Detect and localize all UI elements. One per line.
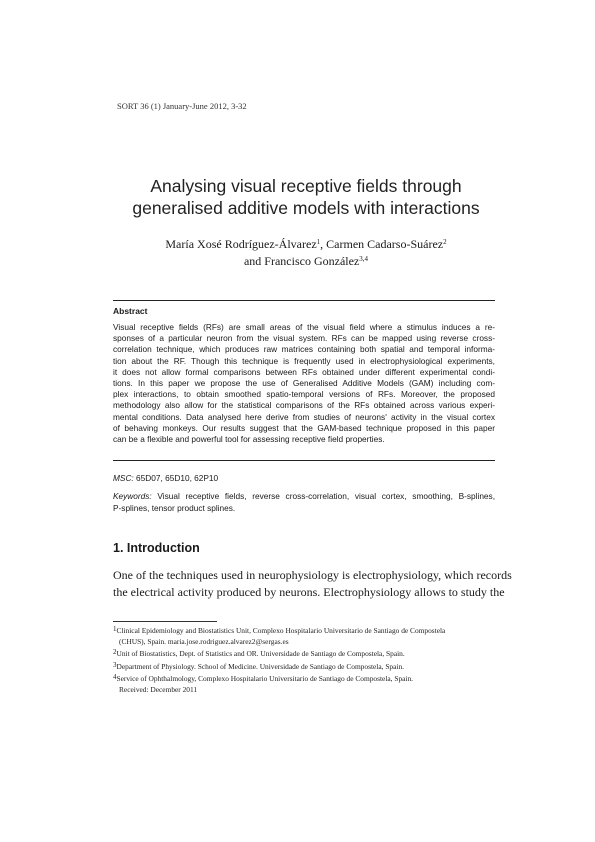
abstract-line: correlation technique, which produces raw matrices containing both spatial and temporal informa- — [113, 344, 495, 355]
abstract-line: Visual receptive fields (RFs) are small areas of the visual field where a stimulus induces a re- — [113, 322, 495, 332]
abstract-line: tions. In this paper we propose the use of Generalised Additive Models (GAM) including com- — [113, 378, 495, 389]
abstract-line: it does not allow formal comparisons between RFs obtained under different experimental condi- — [113, 366, 495, 377]
author-list — [117, 236, 495, 270]
footnote-text: Clinical Epidemiology and Biostatistics Unit, Complexo Hospitalario Universitario de Santiago de Compostela — [116, 626, 446, 635]
author-conjunction: and — [243, 254, 265, 268]
author-name: Francisco González — [264, 254, 360, 268]
paper-title — [117, 175, 495, 219]
abstract-body — [113, 322, 495, 445]
footnote-marker: 4 — [113, 673, 117, 682]
journal-reference: SORT 36 (1) January-June 2012, 3-32 — [117, 101, 247, 111]
abstract-bottom-rule — [113, 460, 495, 461]
author-name: Carmen Cadarso-Suárez — [326, 237, 444, 251]
footnote-text: Service of Ophthalmology, Complexo Hospitalario Universitario de Santiago de Compostela, Spain. — [116, 674, 414, 684]
abstract-line: sponses of a particular neuron from the visual system. RFs can be mapped using reverse cross- — [113, 333, 495, 344]
footnote-text: Department of Physiology. School of Medicine. Universidade de Santiago de Compostela, Spain. — [116, 661, 404, 671]
footnote-line — [113, 649, 495, 660]
keywords-line: P-splines, tensor product splines. — [113, 503, 236, 513]
footnote-line: (CHUS), Spain. maria.jose.rodriguez.alvarez2@sergas.es — [119, 636, 289, 646]
footnote-text: Unit of Biostatistics, Dept. of Statistics and OR. Universidade de Santiago de Compostela, Spain. — [116, 649, 405, 659]
abstract-line: can be a flexible and powerful tool for assessing receptive field properties. — [113, 434, 385, 445]
keywords — [113, 490, 495, 514]
abstract-line: mental conditions. Data analysed here derive from studies of neurons' activity in the visual cortex — [113, 411, 495, 422]
footnote-marker: 1 — [113, 625, 117, 633]
footnote — [113, 649, 495, 660]
author-line — [117, 236, 495, 253]
footnote — [113, 626, 495, 647]
abstract-line: methodology also allow for the statistical comparisons of the RFs obtained across various experi- — [113, 400, 495, 411]
abstract-line: plex interactions, to obtain smoothed spatio-temporal versions of RFs. Moreover, the proposed — [113, 389, 495, 400]
footnote — [113, 662, 495, 673]
body-line: the electrical activity produced by neurons. Electrophysiology allows to study the — [113, 585, 505, 599]
author-line — [117, 253, 495, 270]
footnote-line — [113, 662, 495, 673]
footnote-rule — [113, 621, 217, 622]
keywords-line — [113, 490, 495, 502]
title-line: Analysing visual receptive fields through — [150, 176, 462, 196]
abstract-heading: Abstract — [113, 306, 148, 316]
author-separator: , — [320, 237, 327, 251]
received-date: Received: December 2011 — [119, 684, 198, 694]
abstract-line: of behaving monkeys. Our results suggest that the GAM-based technique proposed in this paper — [113, 422, 495, 433]
footnote-marker: 2 — [113, 648, 117, 657]
msc-value: 65D07, 65D10, 62P10 — [133, 473, 219, 483]
section-heading-introduction: 1. Introduction — [113, 541, 200, 555]
msc-label: MSC: — [113, 473, 134, 483]
title-line: generalised additive models with interactions — [132, 198, 480, 218]
msc-codes — [113, 473, 218, 483]
footnotes — [113, 626, 495, 698]
author-name: María Xosé Rodríguez-Álvarez — [165, 237, 317, 251]
affiliation-marker: 3,4 — [359, 255, 369, 263]
abstract-top-rule — [113, 300, 495, 301]
introduction-body — [113, 567, 512, 601]
footnote-marker: 3 — [113, 660, 117, 669]
affiliation-marker: 1 — [316, 238, 321, 246]
abstract-line: tion about the RF. Though this technique is frequently used in electrophysiological experiments, — [113, 355, 495, 366]
keywords-label: Keywords: — [113, 491, 152, 501]
footnote — [113, 674, 495, 695]
footnote-line — [113, 674, 495, 685]
footnote-line — [113, 626, 495, 637]
keywords-text: Visual receptive fields, reverse cross-correlation, visual cortex, smoothing, B-splines, — [151, 491, 495, 501]
body-line: One of the techniques used in neurophysiology is electrophysiology, which records — [113, 568, 512, 582]
affiliation-marker: 2 — [443, 238, 447, 246]
